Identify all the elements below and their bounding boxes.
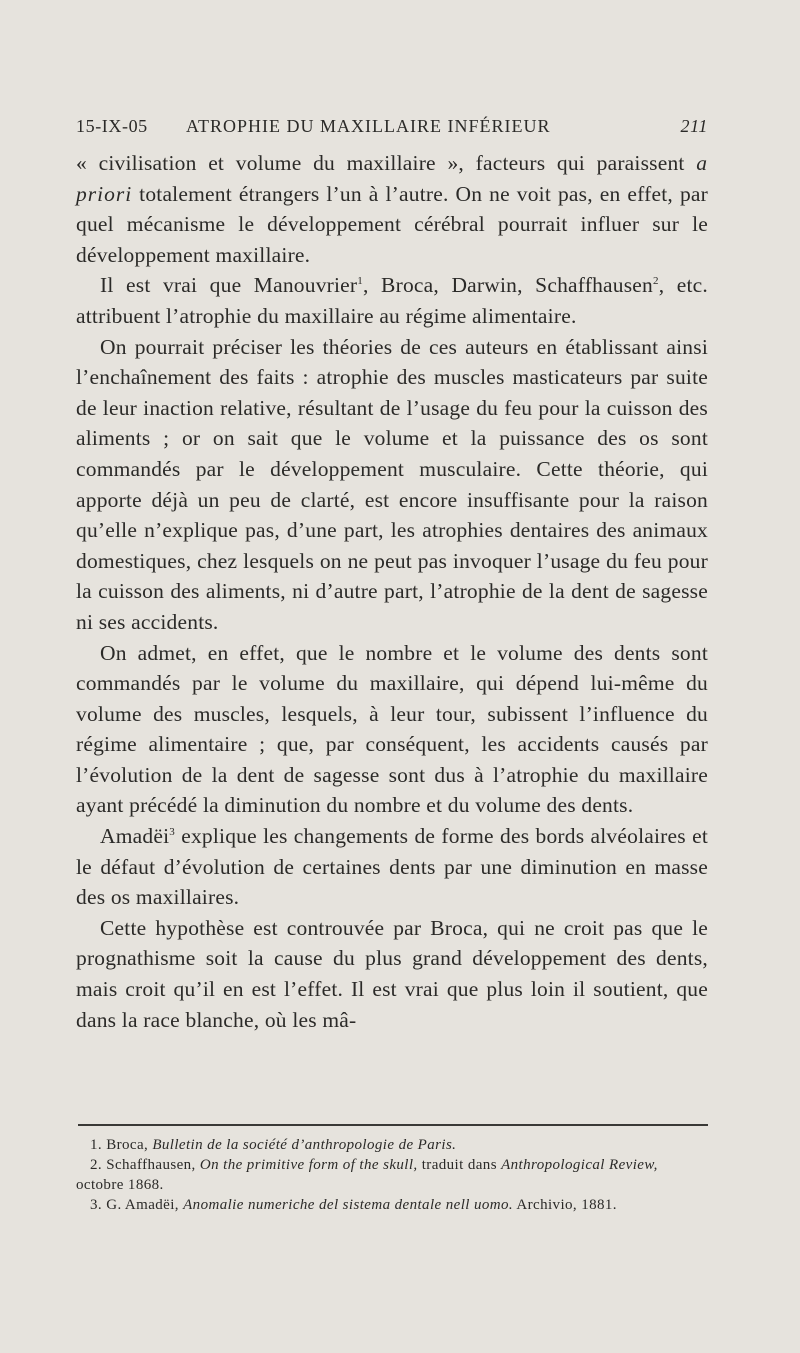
footnote-ref: 1 bbox=[357, 275, 363, 288]
footnote bbox=[76, 1155, 708, 1195]
text-run: octobre 1868. bbox=[76, 1177, 164, 1193]
text-run: G. Amadëi, bbox=[102, 1197, 184, 1213]
text-run: Il est vrai que Manouvrier bbox=[100, 273, 358, 298]
running-head bbox=[76, 116, 708, 142]
footnote-number: 3. bbox=[90, 1197, 103, 1213]
paragraph: On admet, en effet, que le nombre et le volume des dents sont commandés par le volume du maxillaire, qui dépend lui-même du volume des muscles, lesquels, à leur tour, subissent l’influence du régime alimentaire ; que, par conséquent, les accidents causés par l’évolution de la dent de sagesse sont dus à l’atrophie du maxillaire ayant précédé la diminution du nombre et du volume des dents. bbox=[76, 640, 708, 818]
text-run: traduit dans bbox=[417, 1157, 502, 1173]
body-text bbox=[76, 148, 708, 1035]
paragraph: On pourrait préciser les théories de ces auteurs en établissant ainsi l’enchaînement des faits : atrophie des muscles masticateurs par suite de leur inaction relative, résultant de l’usage du feu pour la cuisson des aliments ; or on sait que le volume et la puissance des os sont commandés par le développement musculaire. Cette théorie, qui apporte déjà un peu de clarté, est encore insuffisante pour la raison qu’elle n’explique pas, d’une part, les atrophies dentaires des animaux domestiques, chez lesquels on ne peut pas invoquer l’usage du feu pour la cuisson des aliments, ni d’autre part, l’atrophie de la dent de sagesse ni ses accidents. bbox=[76, 334, 708, 634]
text-run: Broca, bbox=[102, 1137, 153, 1153]
paragraph bbox=[76, 821, 708, 913]
paragraph bbox=[76, 270, 708, 331]
footnote-ref: 3 bbox=[169, 826, 175, 839]
text-run: Amadëi bbox=[100, 824, 170, 849]
text-run: Archivio, 1881. bbox=[513, 1197, 617, 1213]
footnote bbox=[76, 1195, 708, 1215]
italic-title: Anthropological Review, bbox=[501, 1157, 658, 1173]
italic-title: Bulletin de la société d’anthropologie de Paris. bbox=[152, 1137, 457, 1153]
italic-title: Anomalie numeriche del sistema dentale nell uomo. bbox=[183, 1197, 514, 1213]
page-number: 211 bbox=[680, 116, 708, 136]
text-run: Schaffhausen, bbox=[102, 1157, 200, 1173]
italic-title: On the primitive form of the skull, bbox=[199, 1157, 418, 1173]
footnote-number: 2. bbox=[90, 1157, 103, 1173]
text-run: totalement étrangers l’un à l’autre. On ne voit pas, en effet, par quel mécanisme le développement cérébral pourrait influer sur le développement maxillaire. bbox=[76, 181, 708, 267]
text-run: , etc. attribuent l’atrophie du maxillaire au régime alimentaire. bbox=[76, 273, 708, 328]
text-run: explique les changements de forme des bords alvéolaires et le défaut d’évolution de certaines dents par une diminution en masse des os maxillaires. bbox=[76, 824, 708, 910]
paragraph bbox=[76, 148, 708, 270]
footnote-rule bbox=[78, 1124, 708, 1126]
paragraph: Cette hypothèse est controuvée par Broca, qui ne croit pas que le prognathisme soit la cause du plus grand développement des dents, mais croit qu’il en est l’effet. Il est vrai que plus loin il soutient, que dans la race blanche, où les mâ- bbox=[76, 915, 708, 1032]
header-title: ATROPHIE DU MAXILLAIRE INFÉRIEUR bbox=[186, 116, 551, 136]
text-run: « civilisation et volume du maxillaire », facteurs qui paraissent bbox=[76, 151, 697, 175]
footnotes bbox=[76, 1135, 708, 1215]
footnote-ref: 2 bbox=[653, 275, 659, 288]
italic-phrase: a priori bbox=[76, 151, 708, 206]
text-run: , Broca, Darwin, Schaffhausen bbox=[363, 273, 653, 298]
header-date: 15-IX-05 bbox=[76, 116, 148, 136]
footnote bbox=[76, 1135, 708, 1155]
footnote-number: 1. bbox=[90, 1137, 103, 1153]
